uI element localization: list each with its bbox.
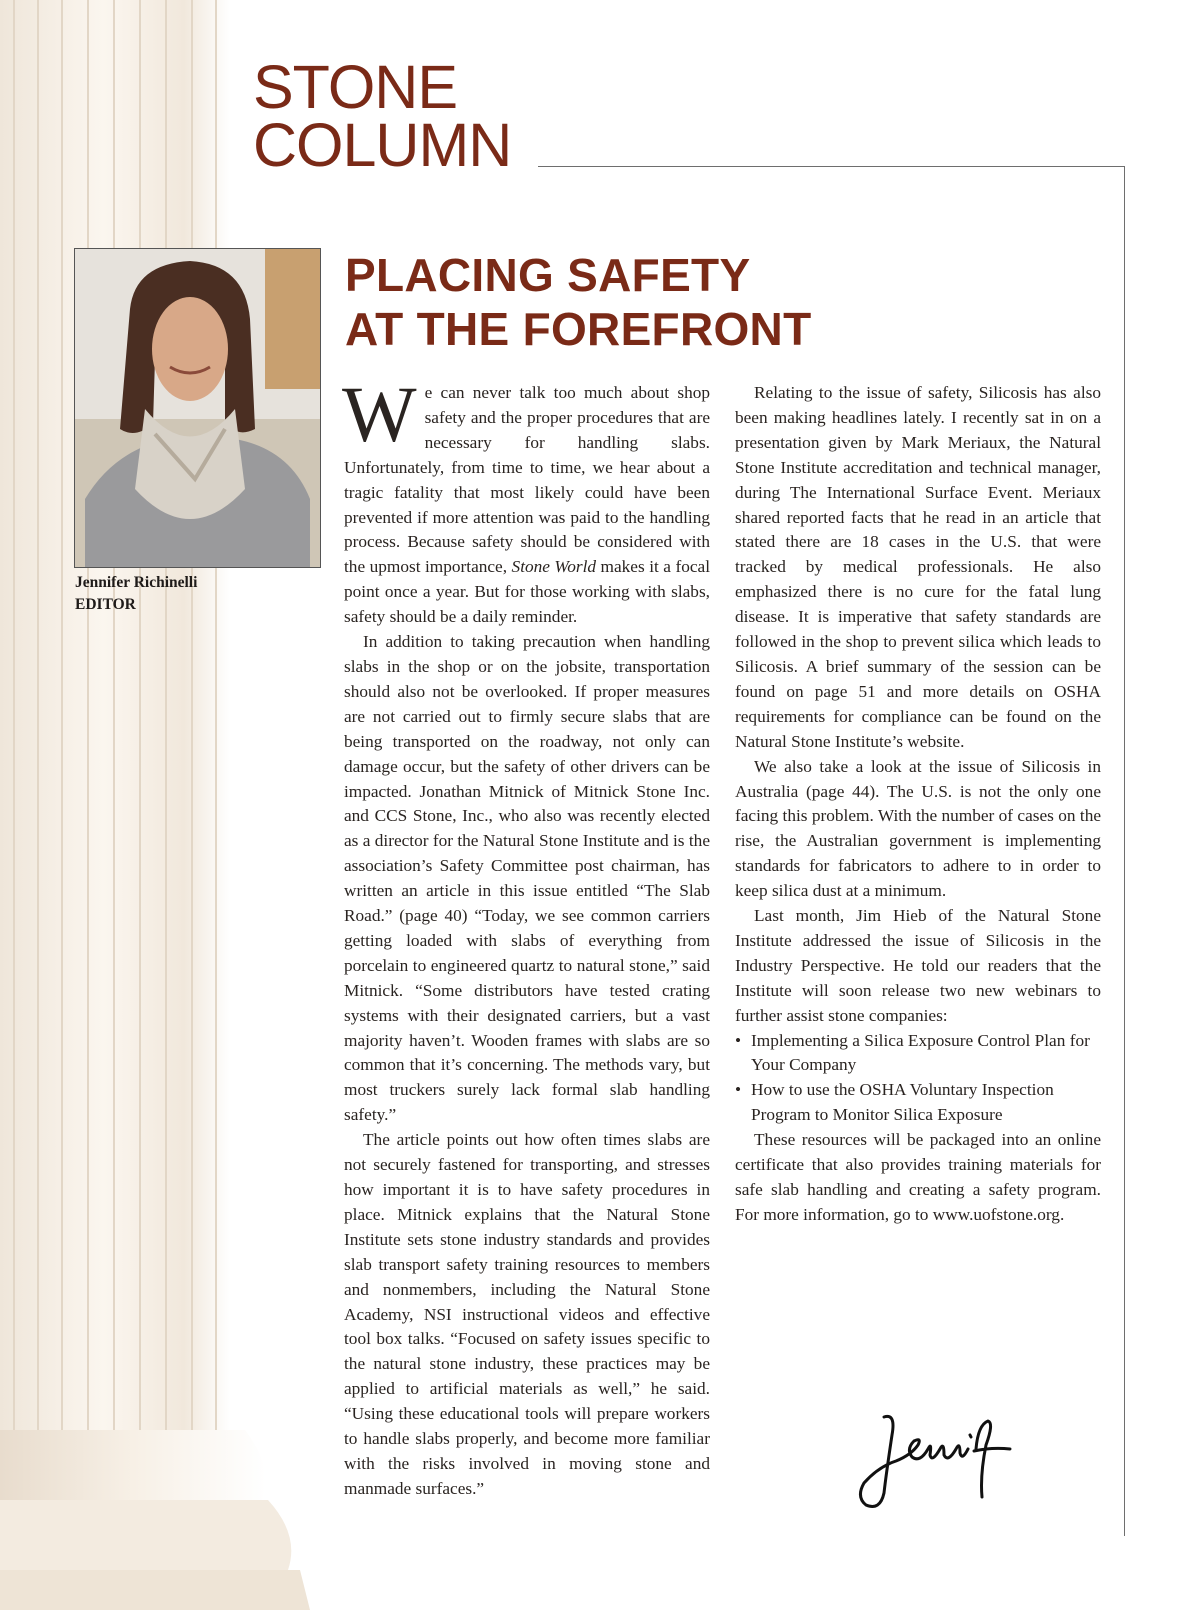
bullet-icon: • [735, 1030, 742, 1050]
paragraph-5: We also take a look at the issue of Silicosis in Australia (page 44). The U.S. is not the only one facing this problem. With the number of cases on the rise, the Australian government is implementing standards for fabricators to adhere to in order to keep silica dust at a minimum. [735, 756, 1101, 901]
paragraph-1 [342, 372, 710, 630]
paragraph-7: These resources will be packaged into an online certificate that also provides training materials for safe slab handling and creating a safety program. For more information, go to www.uofstone.org. [735, 1130, 1101, 1224]
article-column-right [735, 381, 1101, 1228]
publication-name: Stone World [511, 557, 597, 577]
list-item [735, 1029, 1101, 1079]
webinar-list [735, 1029, 1101, 1129]
article-column-left [342, 372, 710, 1502]
editor-name: Jennifer Richinelli [75, 574, 198, 591]
editor-caption [75, 572, 197, 616]
editor-portrait-icon [75, 249, 320, 567]
list-item-text: Implementing a Silica Exposure Control Plan for Your Company [751, 1030, 1090, 1075]
editor-photo [74, 248, 321, 568]
bullet-icon: • [735, 1080, 742, 1100]
drop-cap: W [342, 372, 417, 459]
paragraph-4: Relating to the issue of safety, Silicosis has also been making headlines lately. I recently sat in on a presentation given by Mark Meriaux, the Natural Stone Institute accreditation and technical manager, during The International Surface Event. Meriaux shared reported facts that he read in an article that stated there are 18 cases in the U.S. that were tracked by medical professionals. He also emphasized there is no cure for the fatal lung disease. It is imperative that safety standards are followed in the shop to prevent silica which leads to Silicosis. A brief summary of the session can be found on page 51 and more details on OSHA requirements for compliance can be found on the Natural Stone Institute’s website. [735, 383, 1101, 751]
list-item-text: How to use the OSHA Voluntary Inspection Program to Monitor Silica Exposure [751, 1080, 1054, 1125]
paragraph-3: The article points out how often times slabs are not securely fastened for transporting, and stresses how important it is to have safety procedures in place. Mitnick explains that the Natural Stone Institute sets stone industry standards and provides slab transport safety training resources to members and nonmembers, including the Natural Stone Academy, NSI instructional videos and effective tool box talks. “Focused on safety issues specific to the natural stone industry, these practices may be applied to artificial materials as well,” he said. “Using these educational tools will prepare workers to handle slabs properly, and become more familiar with the risks involved in moving stone and manmade surfaces.” [344, 1130, 710, 1498]
paragraph-1-end: makes it a focal point once a year. But for those working with slabs, safety should be a daily reminder. [344, 557, 710, 627]
editor-role: EDITOR [75, 596, 136, 613]
top-rule [538, 166, 1125, 167]
section-title-line1: STONE [253, 53, 458, 121]
paragraph-2: In addition to taking precaution when handling slabs in the shop or on the jobsite, transportation should also not be overlooked. If proper measures are not carried out to firmly secure slabs that are being transported on the roadway, not only can damage occur, but the safety of other drivers can be impacted. Jonathan Mitnick of Mitnick Stone Inc. and CCS Stone, Inc., who also was recently elected as a director for the Natural Stone Institute and is the association’s Safety Committee post chairman, has written an article in this issue entitled “The Slab Road.” (page 40) “Today, we see common carriers getting loaded with slabs of everything from porcelain to engineered quartz to natural stone,” said Mitnick. “Some distributors have tested crating systems with their designated carriers, but a vast majority haven’t. Wooden frames with slabs are so common that it’s concerning. The methods vary, but most truckers surely lack formal slab handling safety.” [344, 632, 710, 1125]
list-item [735, 1078, 1101, 1128]
stone-column-illustration [0, 0, 330, 1610]
paragraph-6: Last month, Jim Hieb of the Natural Stone Institute addressed the issue of Silicosis in the Industry Perspective. He told our readers that the Institute will soon release two new webinars to further assist stone companies: [735, 906, 1101, 1025]
headline-line1: PLACING SAFETY [345, 249, 751, 301]
paragraph-1-text: e can never talk too much about shop safety and the proper procedures that are necessary for handling slabs. Unfortunately, from time to time, we hear about a tragic fatality that most likely could have been prevented if more attention was paid to the handling process. Because safety should be considered with the upmost importance, [344, 383, 710, 577]
headline-line2: AT THE FOREFRONT [345, 303, 812, 355]
signature-image [856, 1405, 1016, 1515]
section-title-line2: COLUMN [253, 111, 512, 179]
article-headline [345, 248, 1045, 356]
right-rule [1124, 166, 1125, 1536]
section-title [253, 53, 512, 179]
